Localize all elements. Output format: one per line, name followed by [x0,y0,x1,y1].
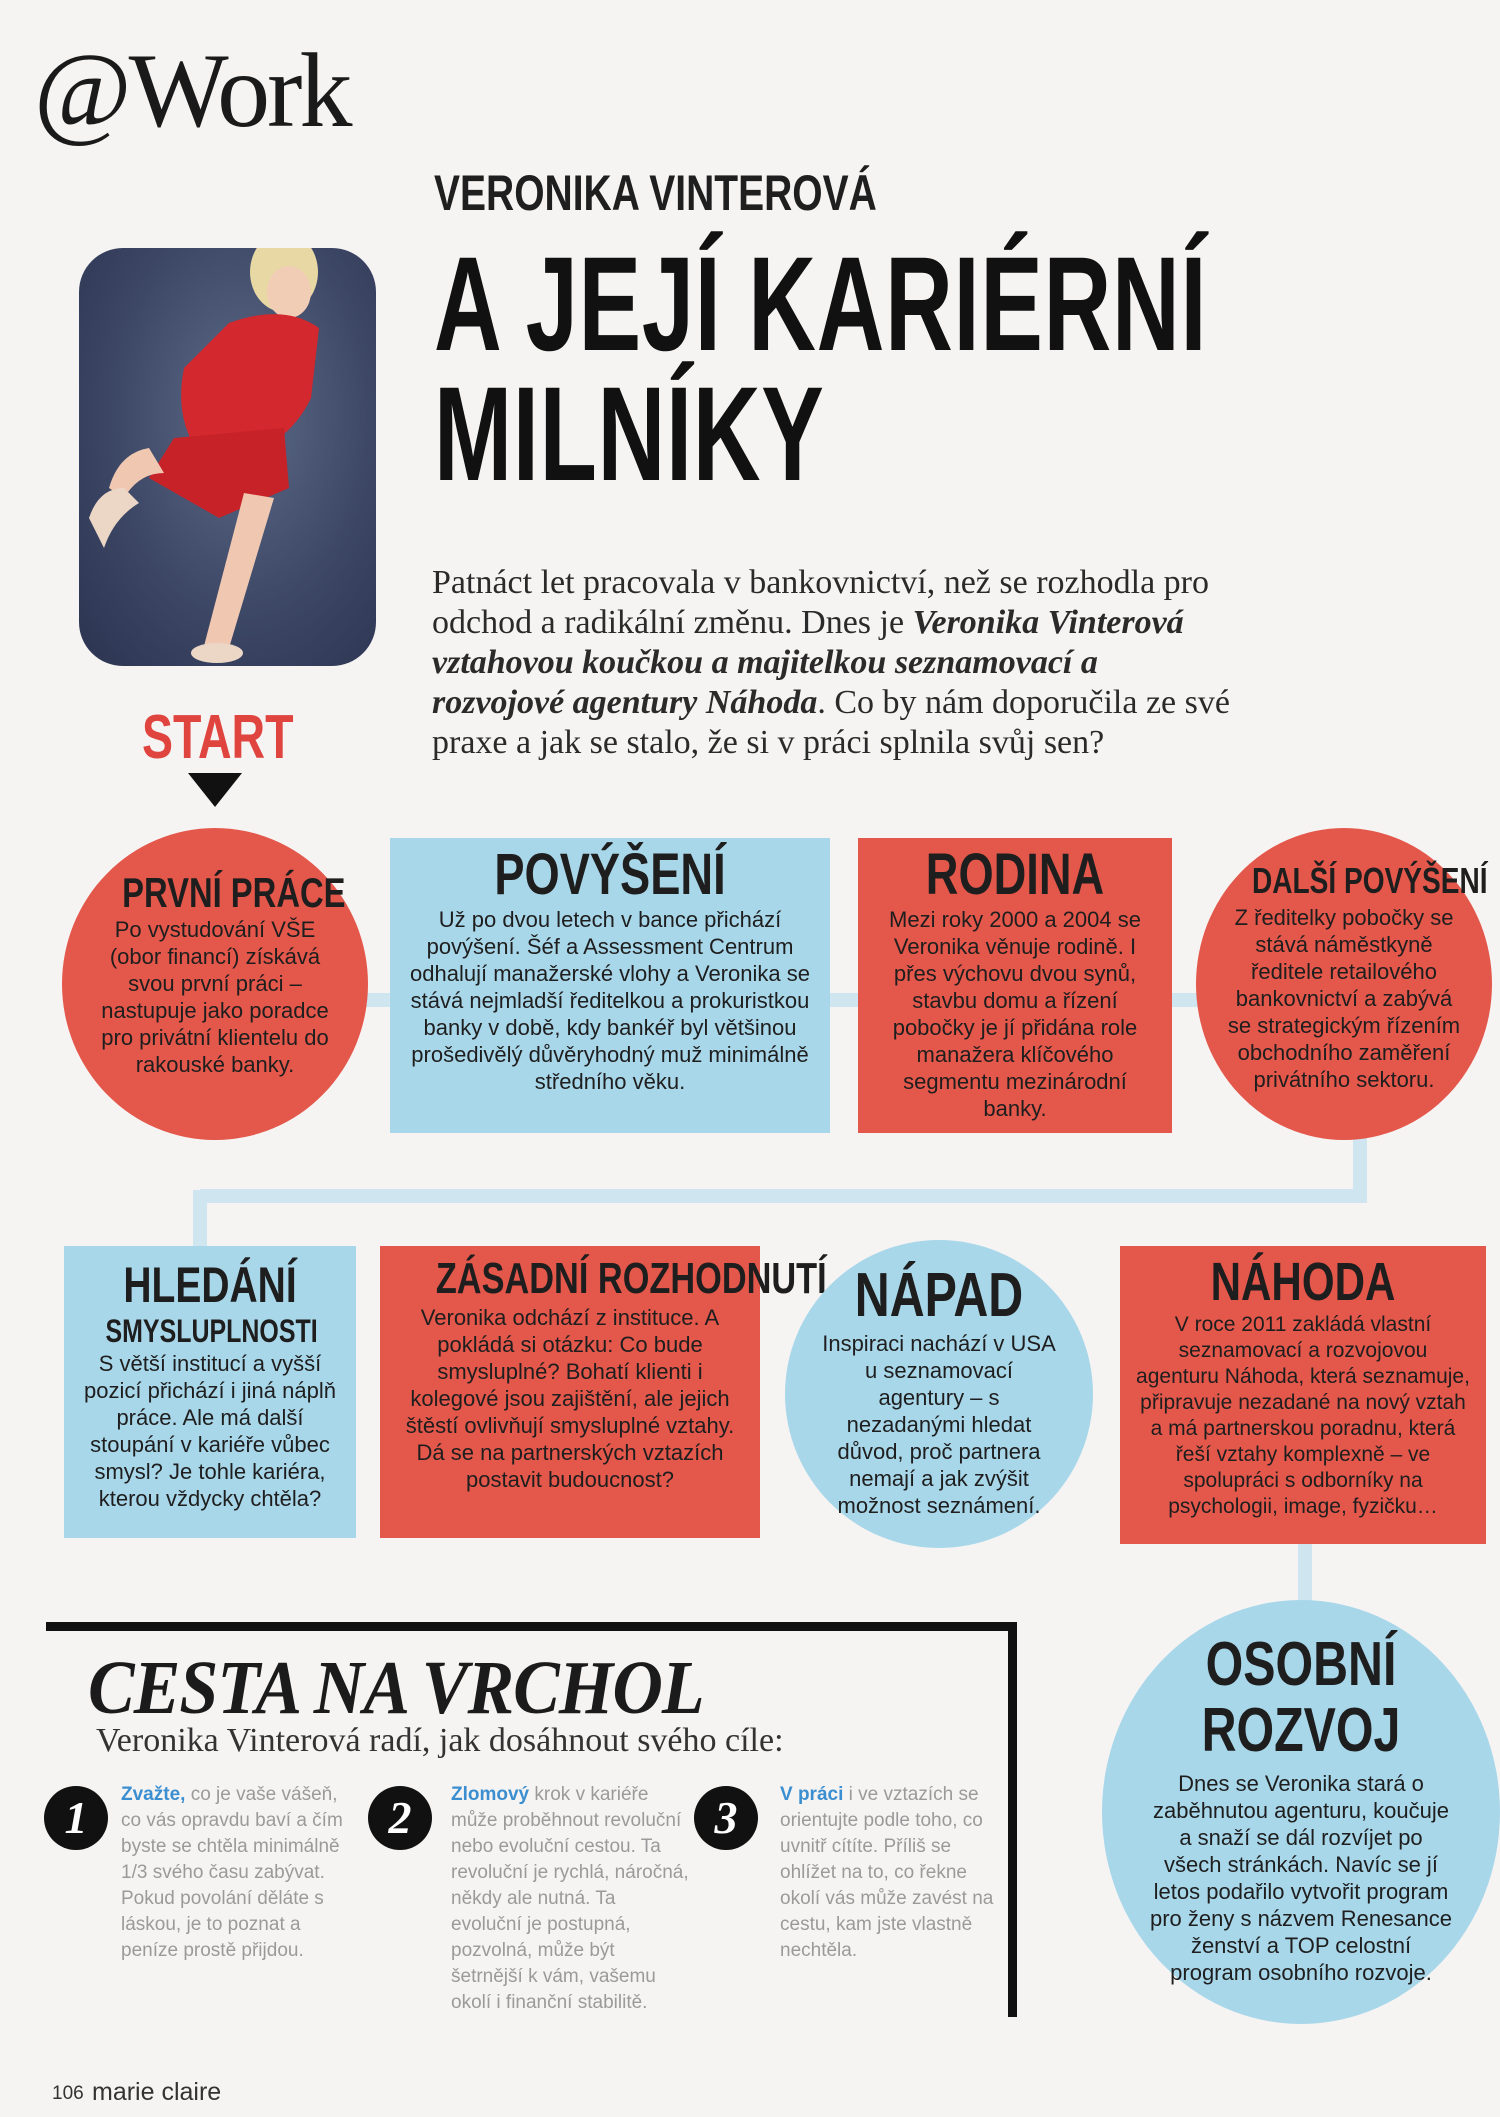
milestone-napad: NÁPAD Inspiraci nachází v USA u seznamovací agentury – s nezadanými hledat důvod, proč partnera nemají a jak zvýšit možnost seznámení. [785,1240,1093,1548]
milestone-povyseni: POVÝŠENÍ Už po dvou letech v bance přichází povýšení. Šéf a Assessment Centrum odhalují manažerské vlohy a Veronika se stává nejmladší ředitelkou a prokuristkou banky v době, kdy bankéř byl většinou prošedivělý důvěryhodný muž minimálně středního věku. [390,838,830,1133]
intro-emphasis: Veronika Vinterová vztahovou koučkou a majitelkou seznamovací a rozvojové agentury Náhoda [432,604,1184,721]
start-label: START [142,703,294,772]
tips-title: CESTA NA VRCHOL [88,1646,704,1730]
tip-number-1: 1 [44,1786,108,1850]
tips-frame-top [46,1622,1016,1631]
article-subtitle: VERONIKA VINTEROVÁ [434,165,877,221]
milestone-rodina: RODINA Mezi roky 2000 a 2004 se Veronika věnuje rodině. I přes výchovu dvou synů, stavbu domu a řízení pobočky je jí přidána role manažera klíčového segmentu mezinárodní banky. [858,838,1172,1133]
intro-paragraph: Patnáct let pracovala v bankovnictví, než se rozhodla pro odchod a radikální změnu. Dnes je Veronika Vinterová vztahovou koučkou a majitelkou seznamovací a rozvojové agentury Náhoda. Co by nám doporučila ze své praxe a jak se stalo, že si v práci splnila svůj sen? [432,564,1230,761]
milestone-prvni-prace: PRVNÍ PRÁCE Po vystudování VŠE (obor financí) získává svou první práci – nastupuje jako poradce pro privátní klientelu do rakouské banky. [62,828,368,1140]
milestone-nahoda: NÁHODA V roce 2011 zakládá vlastní seznamovací a rozvojovou agenturu Náhoda, která seznamuje, připravuje nezadané na nový vztah a má partnerskou poradnu, která řeší vztahy komplexně – ve spolupráci s odborníky na psychologii, image, fyzičku… [1120,1246,1486,1544]
tip-number-3: 3 [694,1786,758,1850]
tips-subtitle: Veronika Vinterová radí, jak dosáhnout svého cíle: [96,1722,784,1759]
tip-1: Zvažte, co je vaše vášeň, co vás opravdu baví a čím byste se chtěla minimálně 1/3 svého času zabývat. Pokud povolání děláte s láskou, je to poznat a peníze prostě přijdou. [121,1784,343,1961]
milestone-osobni-rozvoj: OSOBNÍ ROZVOJ Dnes se Veronika stará o zaběhnutou agenturu, koučuje a snaží se dál rozvíjet po všech stránkách. Navíc se jí letos podařilo vytvořit program pro ženy s názvem Renesance ženství a TOP celostní program osobního rozvoje. [1102,1600,1500,2024]
milestone-zasadni-rozhodnuti: ZÁSADNÍ ROZHODNUTÍ Veronika odchází z instituce. A pokládá si otázku: Co bude smysluplné? Bohatí klienti i kolegové jsou zajištění, ale jejich štěstí ovlivňují smysluplné vztahy. Dá se na partnerských vztazích postavit budoucnost? [380,1246,760,1538]
magazine-brand: marie claire [92,2078,222,2106]
tips-frame-right [1008,1622,1017,2017]
section-title: @Work [34,32,350,149]
title-line-1: A JEJÍ KARIÉRNÍ [434,230,1208,379]
milestone-dalsi-povyseni: DALŠÍ POVÝŠENÍ Z ředitelky pobočky se stává náměstkyně ředitele retailového bankovnictví a zabývá se strategickým řízením obchodního zaměření privátního sektoru. [1196,828,1492,1140]
tip-number-2: 2 [368,1786,432,1850]
tip-2: Zlomový krok v kariéře může proběhnout revoluční nebo evoluční cestou. Ta revoluční je rychlá, náročná, někdy ale nutná. Ta evoluční je postupná, pozvolná, může být šetrnější k vám, vašemu okolí i finanční stabilitě. [451,1784,689,2013]
title-line-2: MILNÍKY [434,360,825,509]
page-number: 106 [52,2083,84,2104]
milestone-hledani: HLEDÁNÍ SMYSLUPLNOSTI S větší institucí a vyšší pozicí přichází i jiná náplň práce. Ale má další stoupání v kariéře vůbec smysl? Je tohle kariéra, kterou vždycky chtěla? [64,1246,356,1538]
tip-3: V práci i ve vztazích se orientujte podle toho, co uvnitř cítíte. Příliš se ohlížet na to, co řekne okolí vás může zavést na cestu, kam jste vlastně nechtěla. [780,1784,994,1961]
